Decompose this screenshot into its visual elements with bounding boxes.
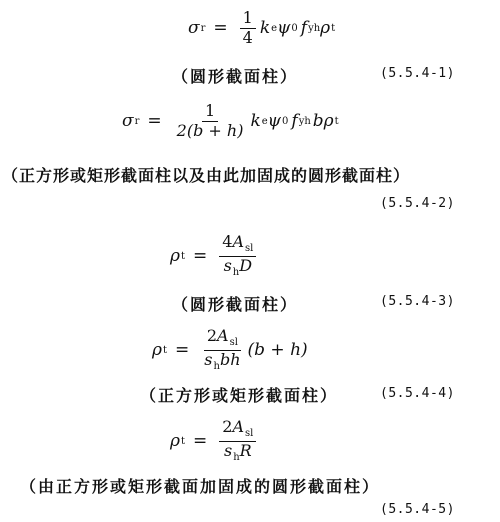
f-symbol: f [300, 18, 308, 39]
subscript-h: h [232, 266, 240, 278]
rho-symbol: ρ [170, 431, 180, 451]
label-circular-from-square: （由正方形或矩形截面加固成的圆形截面柱） [20, 477, 381, 496]
equals-sign: = [193, 246, 208, 266]
label-circular-3: （圆形截面柱） [172, 295, 299, 314]
label-square-rect: （正方形或矩形截面柱） [140, 386, 339, 405]
subscript-t: t [181, 250, 186, 262]
numerator [219, 419, 256, 442]
equals-sign: = [147, 111, 162, 132]
subscript-r: r [200, 22, 206, 34]
subscript-sl: sl [245, 428, 254, 439]
fraction-2asl-over-shr [219, 419, 256, 463]
s-symbol: s [223, 255, 232, 275]
denominator [201, 351, 243, 373]
subscript-r: r [134, 115, 140, 127]
subscript-0: 0 [291, 22, 298, 34]
b-plus-h-factor: (b + h) [247, 340, 308, 360]
fraction-2asl-over-shbh [201, 328, 243, 372]
subscript-sl: sl [229, 337, 238, 348]
equation-5-5-4-5 [170, 419, 260, 463]
k-symbol: k [250, 111, 261, 132]
subscript-yh: yh [298, 115, 311, 127]
equation-5-5-4-4 [152, 328, 308, 372]
subscript-h: h [233, 451, 240, 463]
s-symbol: s [223, 440, 233, 460]
equation-5-5-4-1 [188, 10, 335, 47]
equation-5-5-4-3 [170, 234, 260, 278]
A-symbol: A [232, 417, 245, 436]
equals-sign: = [175, 340, 190, 360]
subscript-e: e [261, 115, 268, 127]
subscript-0: 0 [282, 115, 289, 127]
equation-number-4: (5.5.4-4) [380, 386, 455, 401]
equals-sign: = [213, 18, 228, 39]
sigma-symbol: σ [122, 111, 134, 132]
s-symbol: s [204, 349, 213, 369]
psi-symbol: ψ [267, 111, 282, 132]
A-symbol: A [232, 232, 245, 251]
sigma-symbol: σ [188, 18, 200, 39]
rho-symbol: ρ [323, 111, 334, 132]
coefficient-2: 2 [222, 417, 233, 436]
rho-symbol: ρ [320, 18, 331, 39]
numerator [204, 328, 241, 351]
numerator [219, 234, 256, 257]
subscript-t: t [181, 435, 186, 447]
equation-5-5-4-2 [122, 103, 339, 140]
denominator: 2(b + h) [176, 120, 244, 140]
numerator: 1 [202, 103, 218, 122]
equation-number-3: (5.5.4-3) [380, 294, 455, 309]
subscript-t: t [331, 22, 336, 34]
fraction-one-over-2b-h [174, 103, 247, 140]
fraction-one-quarter [240, 10, 256, 47]
k-symbol: k [259, 18, 271, 39]
b-symbol: b [312, 111, 324, 132]
A-symbol: A [217, 326, 229, 345]
rho-symbol: ρ [152, 340, 162, 360]
equation-number-1: (5.5.4-1) [380, 66, 455, 81]
f-symbol: f [291, 111, 298, 132]
denominator [221, 442, 255, 464]
label-circular-1: （圆形截面柱） [172, 67, 299, 86]
rho-symbol: ρ [170, 246, 180, 266]
coefficient-4: 4 [222, 232, 233, 251]
fraction-4asl-over-shd [219, 234, 256, 278]
equation-number-2: (5.5.4-2) [380, 196, 455, 211]
coefficient-2: 2 [206, 326, 218, 345]
D-symbol: D [239, 255, 253, 275]
denominator [221, 257, 256, 279]
subscript-yh: yh [308, 22, 321, 34]
equation-number-5: (5.5.4-5) [380, 502, 455, 517]
psi-symbol: ψ [277, 18, 291, 39]
denominator: 4 [242, 27, 253, 47]
bh-product: bh [219, 349, 241, 369]
equals-sign: = [193, 431, 208, 451]
subscript-t: t [163, 344, 168, 356]
subscript-e: e [271, 22, 278, 34]
label-square-rect-and-circular: （正方形或矩形截面柱以及由此加固成的圆形截面柱） [2, 166, 411, 185]
subscript-t: t [334, 115, 339, 127]
subscript-h: h [213, 360, 220, 372]
numerator: 1 [240, 10, 256, 29]
R-symbol: R [239, 440, 252, 460]
subscript-sl: sl [245, 243, 254, 254]
